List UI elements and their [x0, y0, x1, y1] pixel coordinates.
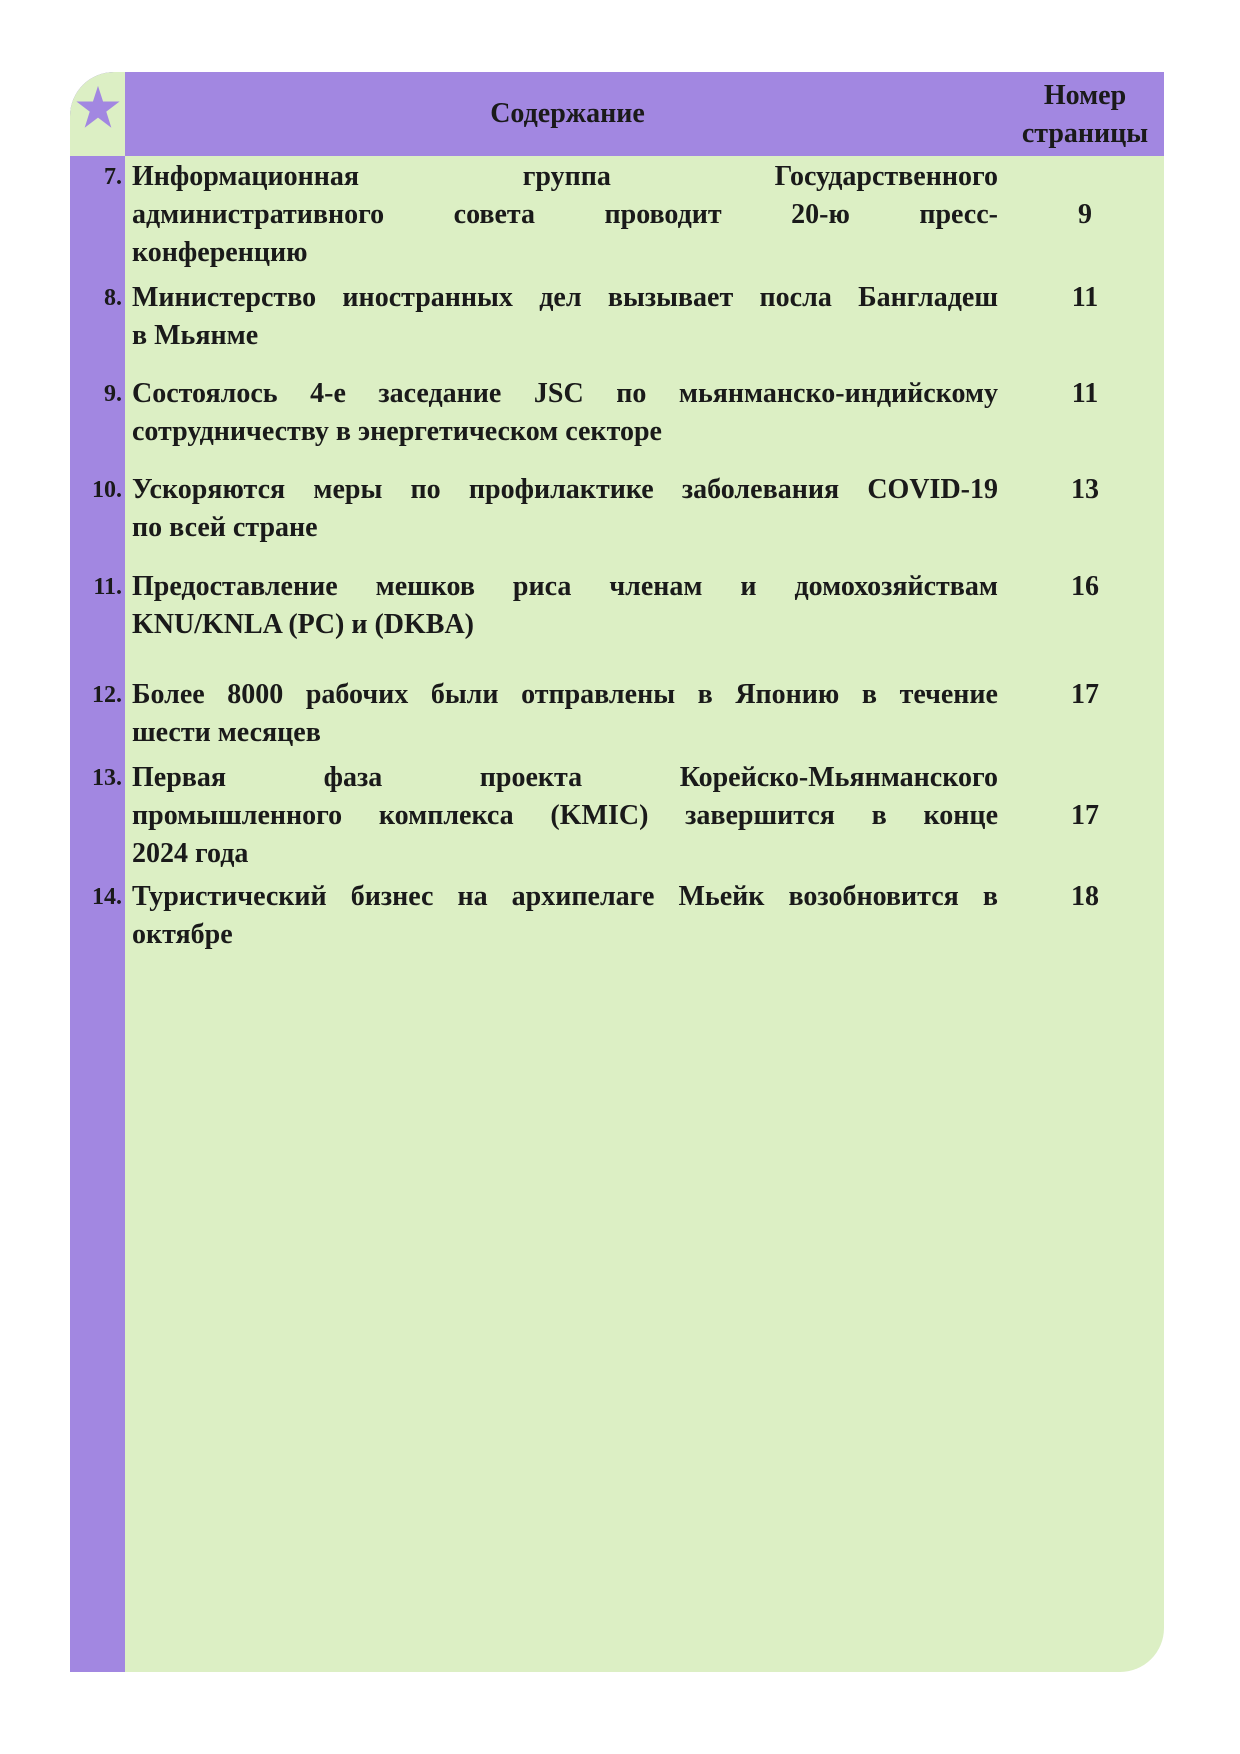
entry-number: 10. [92, 477, 122, 503]
entry-number: 12. [92, 682, 122, 708]
page-number-heading-line-1: Номер [1043, 80, 1127, 111]
entry-page: 16 [1071, 571, 1099, 602]
entry-title: Первая фаза проекта Корейско-Мьянманского промышленного комплекса (KMIC) завершится в конце 2024 года [132, 762, 998, 869]
entry-number: 11. [93, 574, 122, 600]
entry-title: Информационная группа Государственного административного совета проводит 20-ю пресс- конференцию [132, 161, 998, 268]
contents-panel [70, 72, 1164, 1672]
entry-page: 13 [1071, 474, 1099, 505]
entry-title: Ускоряются меры по профилактике заболевания COVID-19 по всей стране [132, 474, 998, 543]
entry-title: Предоставление мешков риса членам и домохозяйствам KNU/KNLA (PC) и (DKBA) [132, 571, 998, 640]
entry-title: Состоялось 4-е заседание JSC по мьянманско-индийскому сотрудничеству в энергетическом секторе [132, 378, 998, 447]
entry-page: 11 [1071, 282, 1099, 313]
entry-page: 17 [1071, 800, 1099, 831]
entry-number: 14. [92, 884, 122, 910]
entry-title: Министерство иностранных дел вызывает посла Бангладеш в Мьянме [132, 282, 998, 351]
entry-page: 17 [1071, 679, 1099, 710]
entry-number: 13. [92, 765, 122, 791]
entry-page: 9 [1078, 199, 1092, 230]
contents-heading: Содержание [490, 98, 645, 129]
entry-number: 9. [104, 381, 122, 407]
entry-title: Туристический бизнес на архипелаге Мьейк возобновится в октябре [132, 881, 998, 950]
entry-number: 7. [104, 164, 122, 190]
entry-page: 18 [1071, 881, 1099, 912]
entry-title: Более 8000 рабочих были отправлены в Японию в течение шести месяцев [132, 679, 998, 748]
entry-number: 8. [104, 285, 122, 311]
contents-entries [70, 72, 1164, 1672]
entry-page: 11 [1071, 378, 1099, 409]
page-number-heading-line-2: страницы [1021, 118, 1149, 149]
